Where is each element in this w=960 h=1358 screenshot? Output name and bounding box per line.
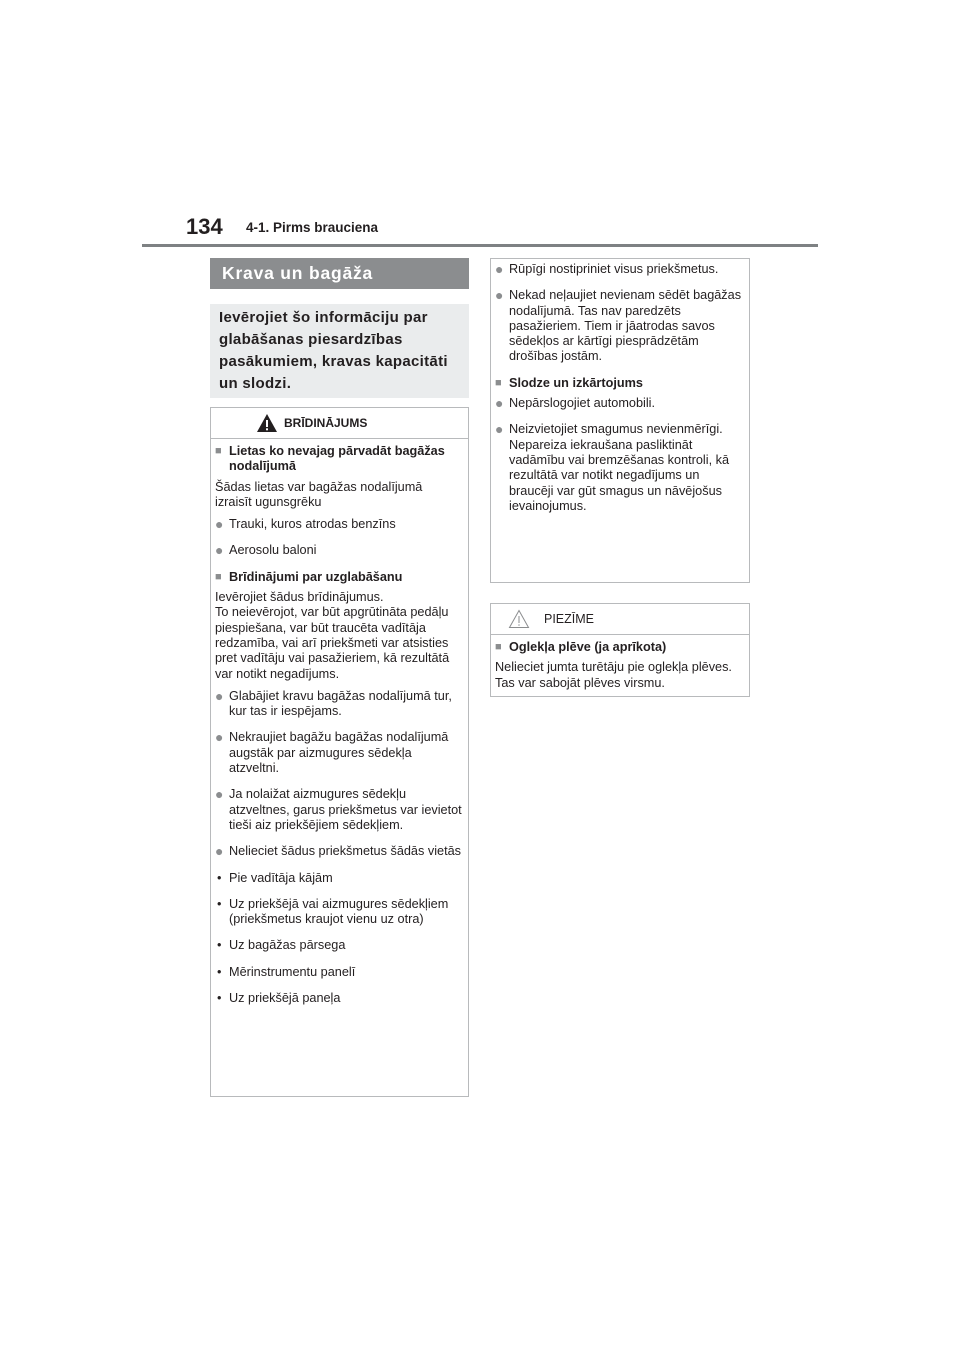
list-item [495, 396, 743, 411]
square-bullet-icon: ■ [215, 570, 222, 583]
round-bullet-icon: ● [215, 542, 224, 559]
list-item-text: Trauki, kuros atrodas benzīns [229, 517, 396, 532]
list-item [495, 288, 743, 364]
square-bullet-icon: ■ [495, 376, 502, 389]
round-bullet-icon: ● [495, 421, 504, 438]
square-bullet-icon: ■ [495, 641, 502, 653]
warning-header [211, 408, 468, 439]
round-bullet-icon: ● [215, 786, 224, 803]
sub-list-item-text: Mērinstrumentu panelī [229, 964, 356, 979]
list-item [215, 543, 462, 558]
sub-list-item [215, 965, 462, 980]
round-bullet-icon: ● [215, 843, 224, 860]
list-item-text: Aerosolu baloni [229, 543, 317, 558]
square-bullet-icon: ■ [215, 445, 222, 457]
warning-paragraph: Šādas lietas var bagāžas nodalījumā izraisīt ugunsgrēku [215, 479, 423, 509]
round-bullet-icon: ● [495, 261, 504, 277]
warning-subheading-storage [215, 570, 462, 585]
list-item-text: Ja nolaižat aizmugures sēdekļu atzveltnes, garus priekšmetus var ievietot tieši aiz priekšējiem sēdekļiem. [229, 787, 462, 832]
topic-title-bar [210, 258, 469, 289]
note-subheading [495, 640, 743, 655]
section-title: 4-1. Pirms brauciena [246, 220, 379, 235]
list-item-text: Nekraujiet bagāžu bagāžas nodalījumā augstāk par aizmugures sēdekļa atzveltni. [229, 730, 449, 776]
list-item [215, 730, 462, 776]
warning-continued-content [491, 259, 749, 514]
note-paragraph: Nelieciet jumta turētāju pie oglekļa plēves. Tas var sabojāt plēves virsmu. [495, 660, 732, 690]
dot-bullet-icon: • [217, 938, 222, 953]
page-number: 134 [186, 214, 223, 239]
list-item-text: Nekad neļaujiet nevienam sēdēt bagāžas nodalījumā. Tas nav paredzēts pasažieriem. Tiem ir jāatrodas savos sēdekļos ar kārtīgi piesprādzētām drošības jostām. [509, 288, 742, 364]
subheading-text: Lietas ko nevajag pārvadāt bagāžas nodalījumā [229, 444, 445, 474]
sub-list-item-text: Uz priekšējā vai aizmugures sēdekļiem (priekšmetus kraujot vienu uz otra) [229, 896, 449, 927]
sub-list-item [215, 991, 462, 1006]
note-content [491, 635, 749, 691]
sub-list-item [215, 871, 462, 886]
round-bullet-icon: ● [495, 287, 504, 304]
subheading-text: Brīdinājumi par uzglabāšanu [229, 569, 403, 584]
note-box [490, 603, 750, 697]
warning-subheading-items [215, 444, 462, 475]
list-item [495, 422, 743, 514]
sub-list-item [215, 938, 462, 953]
note-header [491, 604, 749, 635]
warning-triangle-icon [256, 413, 278, 433]
warning-box [210, 407, 469, 1097]
subheading-text: Oglekļa plēve (ja aprīkota) [509, 640, 667, 654]
warning-content [211, 439, 468, 1006]
note-label: PIEZĪME [544, 612, 595, 626]
list-item-text: Neizvietojiet smagumus nevienmērīgi. Nepareiza iekraušana pasliktināt vadāmību vai bremzēšanas kontroli, kā rezultātā var notikt negadījums un braucēji var gūt smagus un nāvējošus ievainojumus. [509, 422, 730, 513]
subheading-text: Slodze un izkārtojums [509, 375, 643, 390]
dot-bullet-icon: • [217, 991, 222, 1006]
round-bullet-icon: ● [495, 395, 504, 412]
list-item [215, 689, 462, 720]
dot-bullet-icon: • [217, 896, 222, 911]
list-item-text: Rūpīgi nostipriniet visus priekšmetus. [509, 262, 719, 276]
caution-triangle-outline-icon [508, 609, 530, 629]
intro-box [210, 304, 469, 398]
round-bullet-icon: ● [215, 729, 224, 746]
list-item [215, 787, 462, 833]
sub-list-item-text: Uz priekšējā paneļa [229, 991, 341, 1006]
header-divider [142, 244, 818, 247]
warning-subheading-load [495, 376, 743, 391]
round-bullet-icon: ● [215, 516, 224, 533]
list-item-text: Nelieciet šādus priekšmetus šādās vietās [229, 844, 462, 859]
sub-list-item-text: Uz bagāžas pārsega [229, 938, 346, 953]
warning-paragraph: Ievērojiet šādus brīdinājumus. To neievērojot, var būt apgrūtināta pedāļu piespiešana, var būt traucēta vadītāja redzamība, vai arī priekšmeti var atsisties pret vadītāju vai pasažieriem, kā rezultātā var notikt negadījums. [215, 590, 450, 681]
dot-bullet-icon: • [217, 870, 222, 885]
list-item-text: Nepārslogojiet automobili. [509, 396, 655, 411]
intro-text: Ievērojiet šo informāciju par glabāšanas piesardzības pasākumiem, kravas kapacitāti un slodzi. [219, 309, 448, 392]
sub-list-item [215, 897, 462, 928]
warning-continued-box [490, 258, 750, 583]
list-item [495, 262, 743, 277]
list-item-text: Glabājiet kravu bagāžas nodalījumā tur, kur tas ir iespējams. [229, 688, 452, 719]
dot-bullet-icon: • [217, 964, 222, 979]
round-bullet-icon: ● [215, 687, 224, 704]
list-item [215, 517, 462, 532]
sub-list-item-text: Pie vadītāja kājām [229, 870, 333, 885]
topic-title: Krava un bagāža [222, 263, 374, 283]
warning-label: BRĪDINĀJUMS [284, 416, 368, 430]
list-item [215, 844, 462, 859]
